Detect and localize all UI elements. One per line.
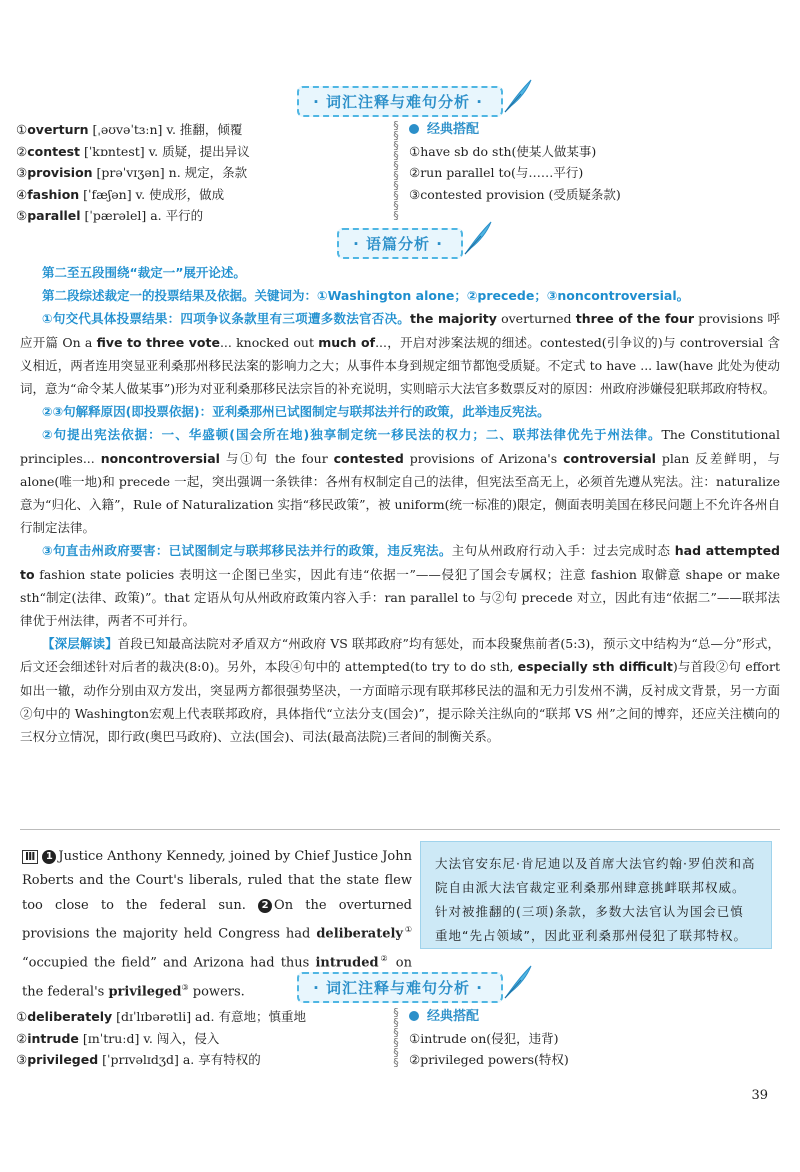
vocab-entry: ⑤parallel [ˈpærəlel] a. 平行的 — [16, 208, 204, 223]
quill-pen-icon — [501, 964, 535, 1000]
collocation-item: ②run parallel to(与……平行) — [409, 165, 584, 180]
analysis-keywords: 第二段综述裁定一的投票结果及依据。关键词为：①Washington alone；②precede；③noncontroversial。 — [42, 288, 690, 304]
vocab-entry: ③privileged [ˈprɪvəlɪdʒd] a. 享有特权的 — [16, 1052, 261, 1067]
sentence-number: 1 — [42, 850, 56, 864]
collocation-item: ②privileged powers(特权) — [409, 1052, 569, 1067]
quill-pen-icon — [501, 78, 535, 114]
vocab-section-banner-2 — [0, 970, 800, 1004]
chain-divider: § § § § § § — [393, 1006, 399, 1069]
vocab-entry: ②contest [ˈkɒntest] v. 质疑，提出异议 — [16, 143, 250, 159]
vocab-list — [16, 119, 386, 227]
banner-title: · 语篇分析 · — [353, 234, 443, 253]
collocation-item: ③contested provision (受质疑条款) — [409, 186, 621, 202]
analysis-paragraph: ②句提出宪法依据：一、华盛顿(国会所在地)独享制定统一移民法的权力；二、联邦法律优先于州法律。The Constitutional principles... noncontroversial 与①句 the four contested provisions of Arizona's controversial plan 反差鲜明，与 alone(唯一地)和 precede 一起，突出强调一条铁律：各州有权制定自己的法律，但宪法至高无上，必须首先遵从宪法。注：naturalize 意为“归化、入籍”，Rule of Naturalization 实指“移民政策”，被 uniform(统一标准的)限定，侧面表明美国在移民问题上不允许各州自行制定法律。 — [20, 427, 781, 536]
vocab-entry: ②intrude [ɪnˈtruːd] v. 闯入，侵入 — [16, 1030, 220, 1046]
collocation-heading: 经典搭配 — [409, 1006, 779, 1028]
vocab-entry: ①deliberately [dɪˈlɪbərətli] ad. 有意地；慎重地 — [16, 1009, 306, 1024]
sentence-number: 2 — [258, 899, 272, 913]
translation-box: 大法官安东尼·肯尼迪以及首席大法官约翰·罗伯茨和高院自由派大法官裁定亚利桑那州肆意挑衅联邦权威。针对被推翻的(三项)条款，多数大法官认为国会已慎重地“先占领域”，因此亚利桑那州侵犯了联邦特权。 — [420, 841, 772, 949]
bullet-dot-icon — [409, 1011, 419, 1021]
analysis-paragraph: ②③句解释原因(即投票依据)：亚利桑那州已试图制定与联邦法并行的政策，此举违反宪法。 — [42, 404, 550, 420]
page-number: 39 — [751, 1088, 768, 1103]
banner-title: · 词汇注释与难句分析 · — [313, 978, 483, 997]
collocation-list — [409, 119, 779, 205]
collocation-list — [409, 1006, 779, 1071]
discourse-analysis — [20, 261, 780, 748]
banner-title: · 词汇注释与难句分析 · — [313, 92, 483, 111]
collocation-heading: 经典搭配 — [409, 119, 779, 141]
vocab-entry: ①overturn [ˌəʊvəˈtɜːn] v. 推翻，倾覆 — [16, 122, 243, 137]
vocab-notes-2 — [16, 1006, 784, 1076]
collocation-item: ①have sb do sth(使某人做某事) — [409, 143, 597, 159]
vocab-entry: ④fashion [ˈfæʃən] v. 使成形，做成 — [16, 186, 225, 202]
section-divider — [20, 829, 780, 830]
paragraph-number: Ⅲ — [22, 850, 38, 864]
passage-paragraph: Ⅲ 1 Justice Anthony Kennedy, joined by Chief Justice John Roberts and the Court's liberals, ruled that the state flew too close to the federal sun. 2 On the overturned provisions the majority held Congress had deliberately① “occupied the field” and Arizona had thus intruded② on the federal's privileged③ powers. — [22, 849, 413, 1000]
analysis-paragraph: ③句直击州政府要害：已试图制定与联邦移民法并行的政策，违反宪法。主句从州政府行动入手：过去完成时态 had attempted to fashion state policies 表明这一企图已坐实，因此有违“依据一”——侵犯了国会专属权；注意 fashion 取僻意 shape or make sth“制定(法律、政策)”。that 定语从句从州政府政策内容入手：ran parallel to 与②句 precede 对立，因此有违“依据二”——联邦法律优于州法律，两者不可并行。 — [20, 543, 780, 629]
chain-divider: § § § § § § § § § § — [393, 119, 399, 222]
vocab-notes-1 — [16, 119, 784, 231]
vocab-entry: ③provision [prəˈvɪʒən] n. 规定，条款 — [16, 165, 248, 180]
vocab-list — [16, 1006, 386, 1071]
bullet-dot-icon — [409, 124, 419, 134]
analysis-paragraph: 【深层解读】首段已知最高法院对矛盾双方“州政府 VS 联邦政府”均有惩处，而本段聚焦前者(5:3)，预示文中结构为“总—分”形式，后文还会细述针对后者的裁决(8:0)。另外，本段④句中的 attempted(to try to do sth, especially sth difficult)与首段②句 effort 如出一辙，动作分别由双方发出，突显两方都很强势坚决，一方面暗示现有联邦移民法的温和无力引发州不满，反衬成文背景，另一方面②句中的 Washington宏观上代表联邦政府，具体指代“立法分支(国会)”，提示除关注纵向的“联邦 VS 州”之间的博弈，还应关注横向的三权分立情况，即行政(奥巴马政府)、立法(国会)、司法(最高法院)三者间的制衡关系。 — [20, 636, 780, 745]
analysis-paragraph: ①句交代具体投票结果：四项争议条款里有三项遭多数法官否决。the majority overturned three of the four provisions 呼应开篇 On a five to three vote... knocked out much of...，开启对涉案法规的细述。contested(引争议的)与 controversial 含义相近，两者连用突显亚利桑那州移民法案的影响力之大；从事件本身到规定细节都饱受质疑。不定式 to have ... law(have 此处为使动词，意为“命令某人做某事”)形为对亚利桑那移民法宗旨的补充说明，实则暗示大法官多数票反对的原因：州政府涉嫌侵犯联邦政府特权。 — [20, 311, 781, 397]
vocab-section-banner — [0, 84, 800, 118]
discourse-section-banner — [0, 226, 800, 260]
collocation-item: ①intrude on(侵犯，违背) — [409, 1030, 559, 1046]
quill-pen-icon — [461, 220, 495, 256]
analysis-heading: 第二至五段围绕“裁定一”展开论述。 — [42, 265, 246, 280]
